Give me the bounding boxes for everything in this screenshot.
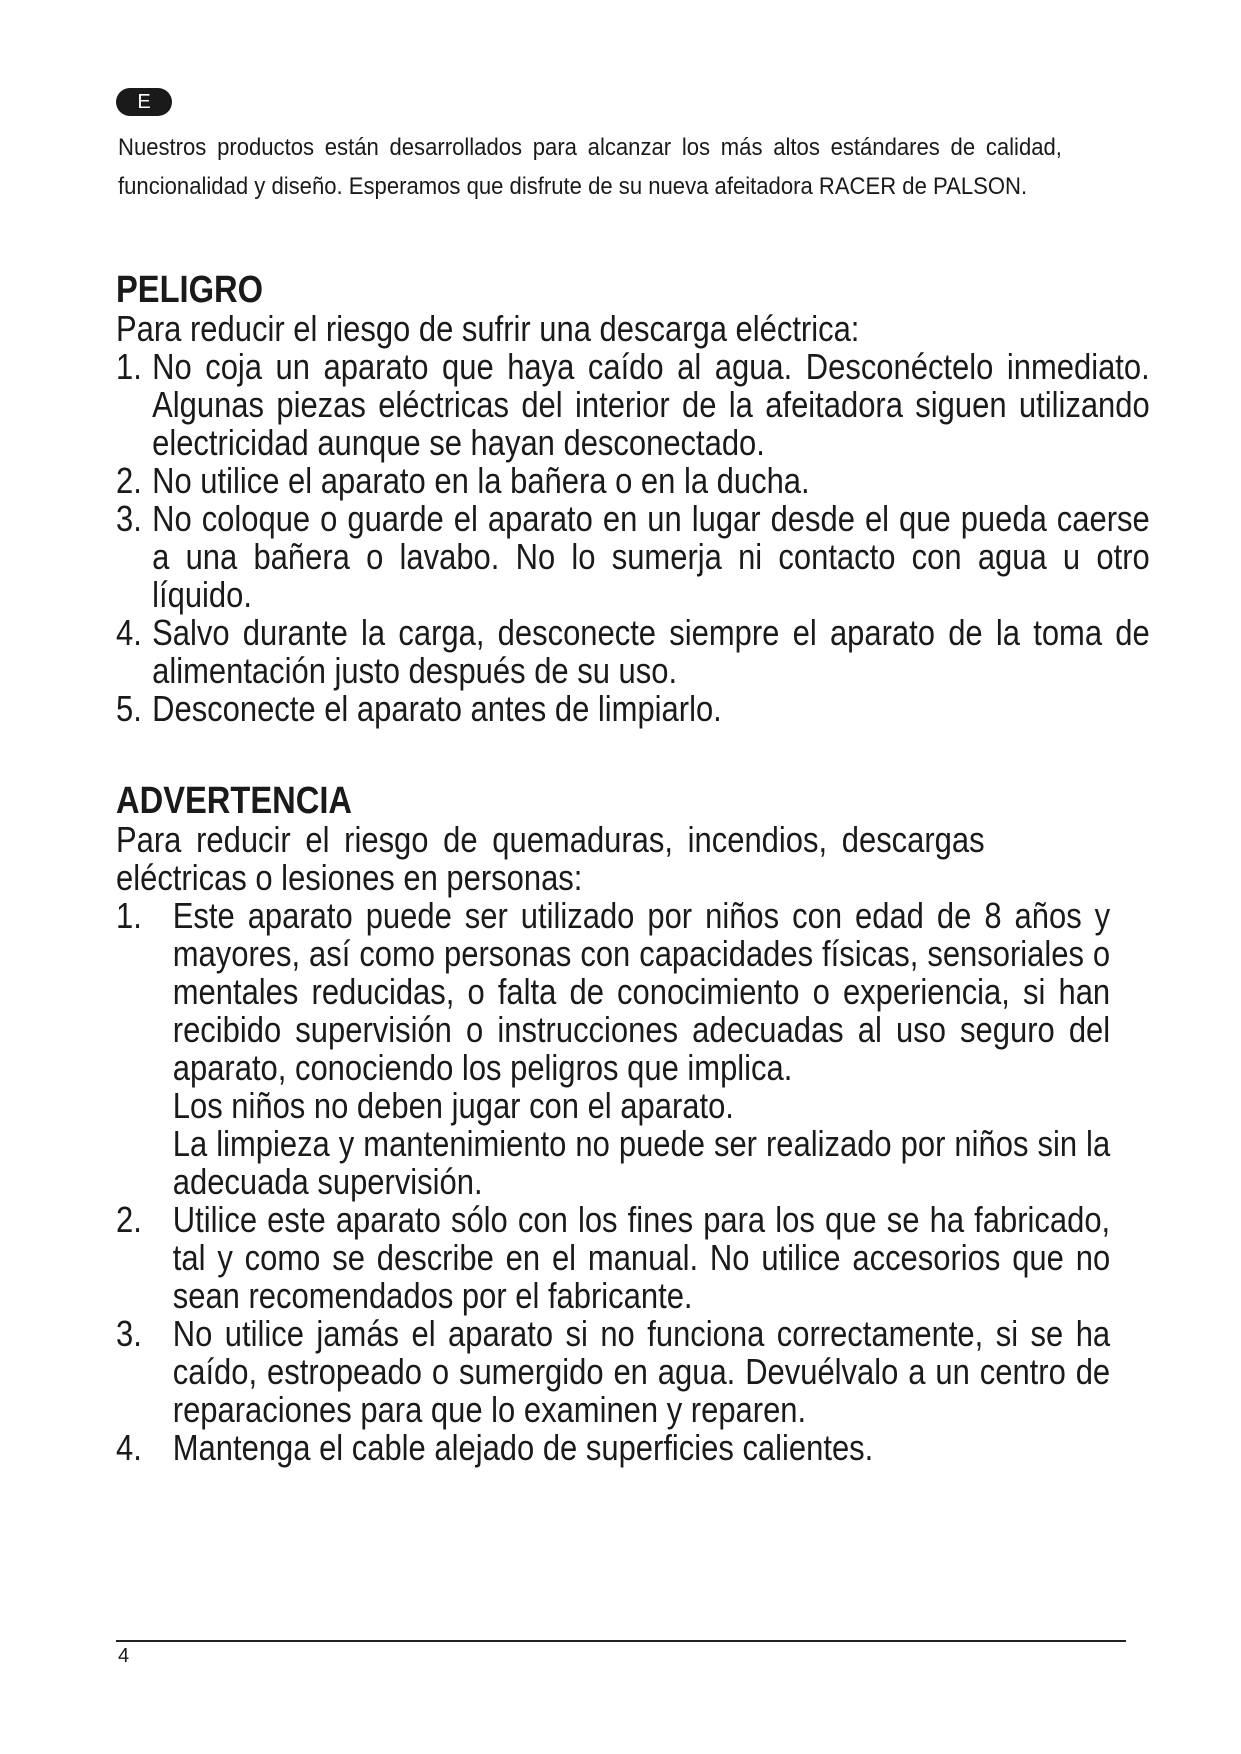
advertencia-intro: Para reducir el riesgo de quemaduras, incendios, descargas eléctricas o lesiones en personas: xyxy=(116,819,985,898)
item-text: Mantenga el cable alejado de superficies calientes. xyxy=(172,1427,874,1468)
list-item xyxy=(116,500,1150,614)
item-text: Salvo durante la carga, desconecte siempre el aparato de la toma de alimentación justo después de su uso. xyxy=(152,612,1150,691)
footer-divider xyxy=(116,1640,1126,1642)
list-item xyxy=(116,1315,1110,1429)
page-number: 4 xyxy=(118,1645,130,1667)
item-text: Desconecte el aparato antes de limpiarlo. xyxy=(152,688,722,729)
list-item xyxy=(116,348,1150,462)
peligro-title: PELIGRO xyxy=(116,269,264,311)
list-item xyxy=(116,614,1150,690)
item-number: 2. xyxy=(116,1199,142,1240)
peligro-intro: Para reducir el riesgo de sufrir una descarga eléctrica: xyxy=(116,308,860,349)
advertencia-section xyxy=(116,781,1236,1467)
item-text: Este aparato puede ser utilizado por niños con edad de 8 años y mayores, así como personas con capacidades físicas, sensoriales o mentales reducidas, o falta de conocimiento o experiencia, si han recibido supervisión o instrucciones adecuadas al uso seguro del aparato, conociendo los peligros que implica. xyxy=(172,895,1111,1088)
item-number: 4. xyxy=(116,612,142,653)
item-number: 5. xyxy=(116,688,142,729)
advertencia-list xyxy=(116,897,1236,1467)
language-badge: E xyxy=(116,88,172,116)
item-text: No utilice jamás el aparato si no funciona correctamente, si se ha caído, estropeado o sumergido en agua. Devuélvalo a un centro de reparaciones para que lo examinen y reparen. xyxy=(172,1313,1111,1430)
item-text: Los niños no deben jugar con el aparato. xyxy=(172,1085,734,1126)
item-text: Utilice este aparato sólo con los fines para los que se ha fabricado, tal y como se describe en el manual. No utilice accesorios que no sean recomendados por el fabricante. xyxy=(172,1199,1111,1316)
list-item xyxy=(116,690,1150,728)
item-text: No coja un aparato que haya caído al agua. Desconéctelo inmediato. Algunas piezas eléctricas del interior de la afeitadora siguen utilizando electricidad aunque se hayan desconectado. xyxy=(152,346,1150,463)
item-number: 2. xyxy=(116,460,142,501)
item-number: 1. xyxy=(116,346,142,387)
peligro-list xyxy=(116,348,1236,728)
item-number: 3. xyxy=(116,498,142,539)
item-text: No utilice el aparato en la bañera o en la ducha. xyxy=(152,460,810,501)
list-item xyxy=(116,462,1150,500)
item-number: 3. xyxy=(116,1313,142,1354)
item-text: No coloque o guarde el aparato en un lugar desde el que pueda caerse a una bañera o lavabo. No lo sumerja ni contacto con agua u otro líquido. xyxy=(152,498,1150,615)
peligro-section xyxy=(116,270,1236,728)
item-text: La limpieza y mantenimiento no puede ser realizado por niños sin la adecuada supervisión. xyxy=(172,1123,1111,1202)
list-item xyxy=(116,1429,1110,1467)
list-item xyxy=(116,897,1110,1201)
list-item xyxy=(116,1201,1110,1315)
item-number: 1. xyxy=(116,895,142,936)
advertencia-title: ADVERTENCIA xyxy=(116,780,353,822)
intro-paragraph: Nuestros productos están desarrollados para alcanzar los más altos estándares de calidad, funcionalidad y diseño. Esperamos que disfrute de su nueva afeitadora RACER de PALSON. xyxy=(118,134,1062,200)
item-number: 4. xyxy=(116,1427,142,1468)
